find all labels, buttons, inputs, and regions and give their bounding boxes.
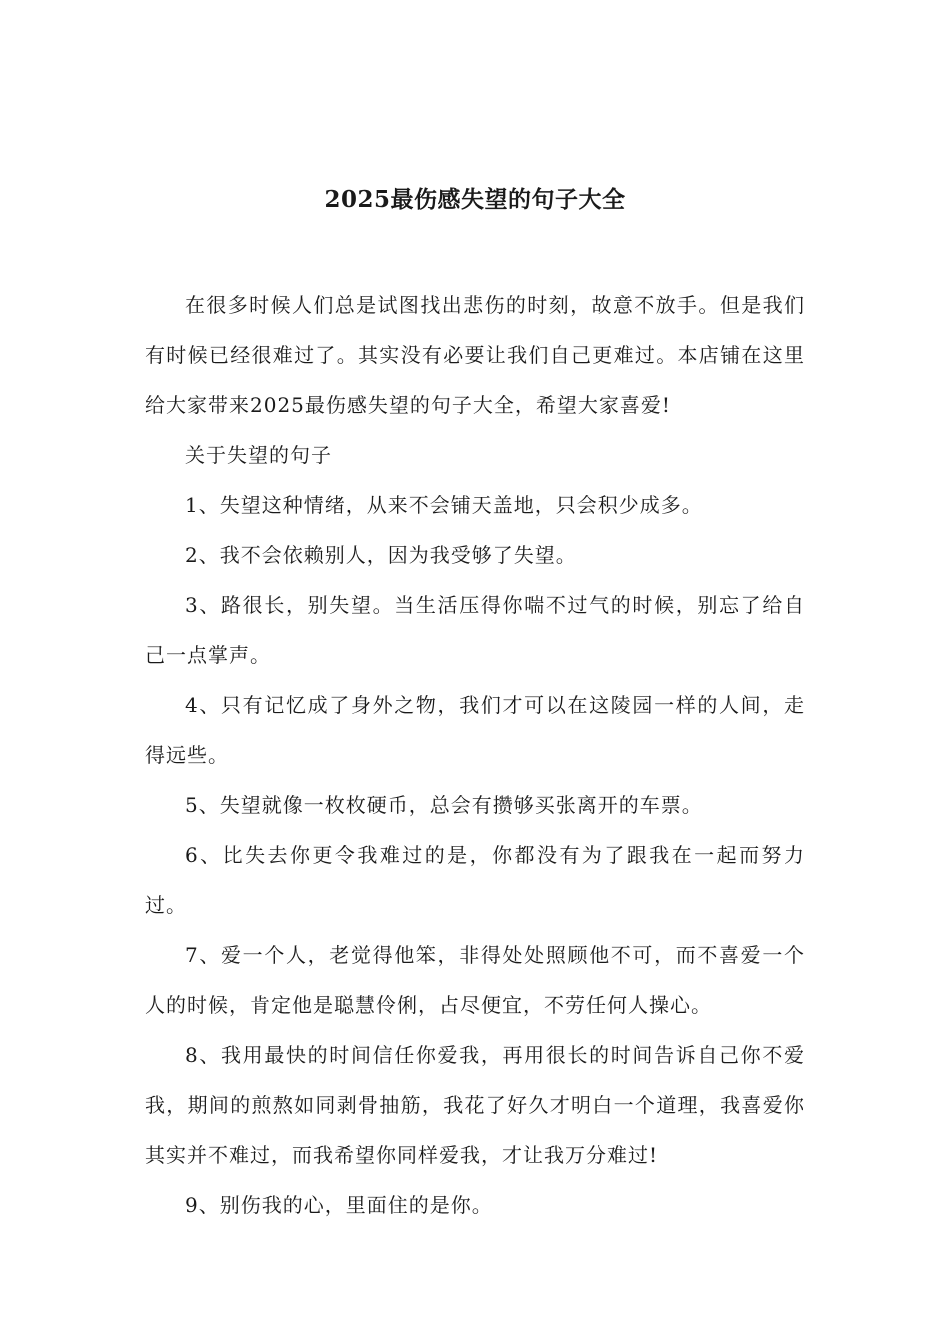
document-body <box>145 280 805 1230</box>
document-title: 2025最伤感失望的句子大全 <box>324 186 626 213</box>
list-item: 6、比失去你更令我难过的是，你都没有为了跟我在一起而努力过。 <box>145 843 805 917</box>
list-item: 4、只有记忆成了身外之物，我们才可以在这陵园一样的人间，走得远些。 <box>145 693 805 767</box>
list-item: 9、别伤我的心，里面住的是你。 <box>185 1193 493 1217</box>
list-item: 3、路很长，别失望。当生活压得你喘不过气的时候，别忘了给自己一点掌声。 <box>145 593 805 667</box>
section-heading: 关于失望的句子 <box>185 443 332 467</box>
intro-paragraph: 在很多时候人们总是试图找出悲伤的时刻，故意不放手。但是我们有时候已经很难过了。其实没有必要让我们自己更难过。本店铺在这里给大家带来2025最伤感失望的句子大全，希望大家喜爱! <box>145 293 805 417</box>
list-item: 5、失望就像一枚枚硬币，总会有攒够买张离开的车票。 <box>185 793 703 817</box>
list-item: 2、我不会依赖别人，因为我受够了失望。 <box>185 543 577 567</box>
list-item: 8、我用最快的时间信任你爱我，再用很长的时间告诉自己你不爱我，期间的煎熬如同剥骨抽筋，我花了好久才明白一个道理，我喜爱你其实并不难过，而我希望你同样爱我，才让我万分难过! <box>145 1043 805 1167</box>
list-item: 7、爱一个人，老觉得他笨，非得处处照顾他不可，而不喜爱一个人的时候，肯定他是聪慧伶俐，占尽便宜，不劳任何人操心。 <box>145 943 805 1017</box>
list-item: 1、失望这种情绪，从来不会铺天盖地，只会积少成多。 <box>185 493 703 517</box>
